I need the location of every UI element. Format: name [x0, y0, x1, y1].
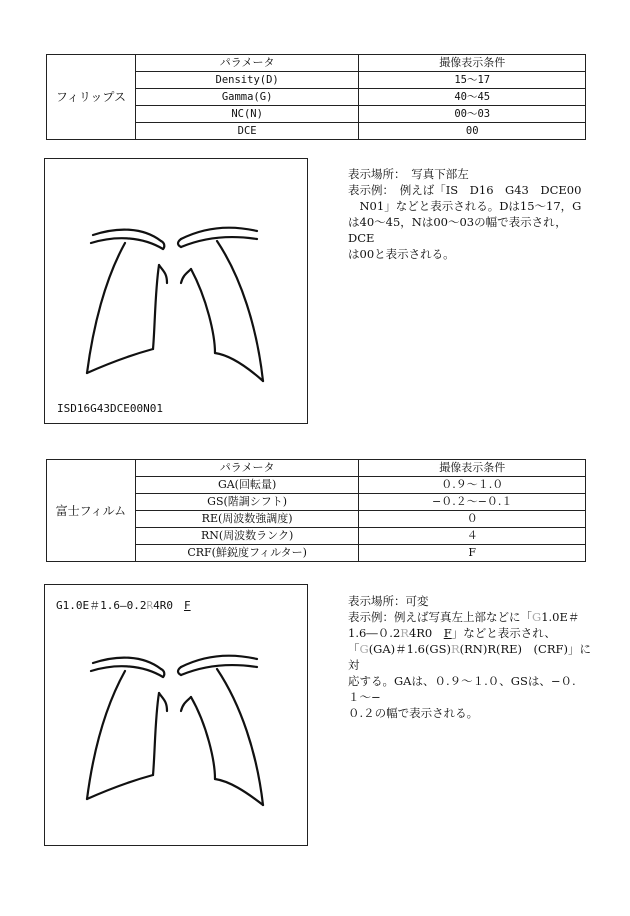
param-cell: Gamma(G) — [135, 89, 359, 106]
param-cell: NC(N) — [135, 106, 359, 123]
example-text: 」などと表示され、 — [451, 626, 556, 640]
display-example-line: 応する。GAは、０.９〜１.０、GSは、−０.１〜− — [348, 674, 576, 704]
display-example-line: は00と表示される。 — [348, 247, 455, 261]
cond-cell: 00 — [359, 123, 586, 140]
header-condition: 撮像表示条件 — [359, 55, 586, 72]
example-text: 「 — [348, 642, 360, 656]
param-cell: DCE — [135, 123, 359, 140]
header-parameter: パラメータ — [135, 55, 359, 72]
display-example-line — [348, 625, 593, 641]
cond-cell: −０.２〜−０.１ — [359, 494, 586, 511]
philips-image-caption: ISD16G43DCE00N01 — [57, 402, 163, 415]
example-text: (GA)＃1.6(GS) — [368, 642, 451, 656]
example-crf-flag: F — [443, 626, 452, 640]
display-location: 表示場所： 写真下部左 — [348, 167, 469, 181]
param-cell: CRF(鮮鋭度フィルター) — [135, 545, 359, 562]
caption-text-faint: R — [146, 599, 154, 612]
fuji-description — [348, 593, 593, 721]
display-example-line: 表示例： 例えば「IS D16 G43 DCE00 — [348, 183, 582, 197]
example-text: 表示例：例えば写真左上部などに「 — [348, 610, 532, 624]
header-parameter: パラメータ — [135, 460, 359, 477]
example-text: 4R0 — [408, 626, 444, 640]
param-cell: RN(周波数ランク) — [135, 528, 359, 545]
philips-xray-frame — [44, 158, 308, 424]
display-example-line — [348, 641, 593, 673]
fuji-xray-frame — [44, 584, 308, 846]
caption-text: 4R0 — [153, 599, 173, 612]
param-cell: RE(周波数強調度) — [135, 511, 359, 528]
lung-outline-illustration — [45, 585, 307, 845]
philips-description — [348, 166, 593, 262]
vendor-fuji: 富士フィルム — [47, 460, 136, 562]
display-example-line: は40〜45，Nは00〜03の幅で表示され，DCE — [348, 215, 567, 245]
display-example-line: ０.２の幅で表示される。 — [348, 706, 479, 720]
caption-crf-flag: F — [183, 599, 191, 612]
example-text-faint: R — [400, 626, 409, 640]
example-text-faint: R — [450, 642, 460, 656]
example-text: 1.6―０.2 — [348, 626, 401, 640]
fuji-param-table — [46, 459, 586, 562]
cond-cell: ０ — [359, 511, 586, 528]
cond-cell: 00〜03 — [359, 106, 586, 123]
cond-cell: 40〜45 — [359, 89, 586, 106]
cond-cell: 15〜17 — [359, 72, 586, 89]
example-text: (RN)R(RE) (CRF)」に対 — [348, 642, 591, 672]
vendor-philips: フィリップス — [47, 55, 136, 140]
caption-text: G1.0E＃1.6—0.2 — [56, 599, 147, 612]
param-cell: GA(回転量) — [135, 477, 359, 494]
param-cell: GS(階調シフト) — [135, 494, 359, 511]
lung-outline-illustration — [45, 159, 307, 423]
example-text: 1.0E＃ — [541, 610, 580, 624]
display-example-line — [348, 609, 593, 625]
param-cell: Density(D) — [135, 72, 359, 89]
display-location: 表示場所：可変 — [348, 594, 429, 608]
example-text-faint: G — [532, 610, 542, 624]
example-text-faint: G — [359, 642, 369, 656]
cond-cell: F — [359, 545, 586, 562]
cond-cell: ４ — [359, 528, 586, 545]
header-condition: 撮像表示条件 — [359, 460, 586, 477]
cond-cell: ０.９〜１.０ — [359, 477, 586, 494]
philips-param-table — [46, 54, 586, 140]
display-example-line: N01」などと表示される。Dは15〜17，G — [348, 199, 582, 213]
